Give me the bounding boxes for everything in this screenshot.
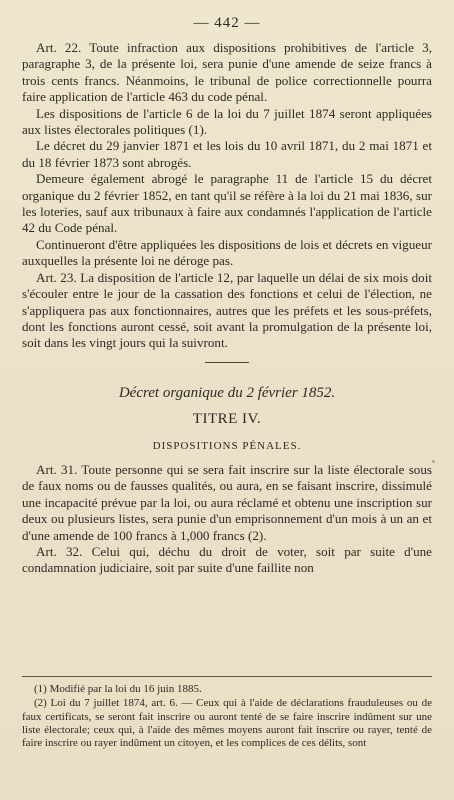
main-text bbox=[22, 40, 432, 577]
decret-heading: Décret organique du 2 février 1852. bbox=[118, 384, 336, 401]
paragraph-continueront: Continueront d'être appliquées les dispositions de lois et décrets en vigueur auxquelles la présente loi ne déroge pas. bbox=[22, 236, 432, 269]
paragraph-art-32: Art. 32. Celui qui, déchu du droit de voter, soit par suite d'une condamnation judiciaire, soit par suite d'une faillite non bbox=[22, 543, 432, 576]
paragraph-art-23: Art. 23. La disposition de l'article 12, par laquelle un délai de six mois doit s'écouler entre le jour de la cassation des fonctions et celui de l'élection, ne s'appliquera pas aux fonctionnaires, autres que les préfets et les sous-préfets, dont les fonctions auront cessé, soit avant la promulgation de la présente loi, soit dans les vingt jours qui la suivront. bbox=[22, 269, 432, 351]
paragraph-art-22: Art. 22. Toute infraction aux dispositions prohibitives de l'article 3, paragraphe 3, de la présente loi, sera punie d'une amende de seize francs à trois cents francs. Néanmoins, le tribunal de police correctionnelle pourra faire application de l'article 463 du code pénal. bbox=[22, 40, 432, 105]
footnotes bbox=[22, 683, 432, 751]
titre-heading: TITRE IV. bbox=[192, 411, 262, 428]
paragraph-loi-1874: Les dispositions de l'article 6 de la loi du 7 juillet 1874 seront appliquées aux listes électorales politiques (1). bbox=[22, 105, 432, 138]
section-heading: DISPOSITIONS PÉNALES. bbox=[152, 439, 302, 452]
paragraph-decret-1871: Le décret du 29 janvier 1871 et les lois du 10 avril 1871, du 2 mai 1871 et du 18 février 1873 sont abrogés. bbox=[22, 138, 432, 170]
footnote-2: (2) Loi du 7 juillet 1874, art. 6. — Ceux qui à l'aide de déclarations frauduleuses ou de faux certificats, se seront fait inscrire ou auront tenté de se faire inscrire indûment sur une liste électorale; ceux qui, à l'aide des mêmes moyens auront fait inscrire ou rayer, tenté de faire inscrire ou rayer indûment un citoyen, et les complices de ces délits, sont bbox=[22, 697, 432, 750]
footnote-rule bbox=[22, 676, 432, 677]
paper-speck bbox=[432, 460, 435, 463]
section-separator bbox=[205, 362, 249, 363]
footnote-1: (1) Modifié par la loi du 16 juin 1885. bbox=[34, 683, 202, 695]
paragraph-art-31: Art. 31. Toute personne qui se sera fait inscrire sur la liste électorale sous de faux noms ou de fausses qualités, ou aura, en se faisant inscrire, dissimulé une incapacité prévue par la loi, ou aura réclamé et obtenu une inscription sur deux ou plusieurs listes, sera punie d'un emprisonnement d'un mois à un an et d'une amende de 100 francs à 1,000 francs (2). bbox=[22, 461, 432, 543]
paragraph-abroge: Demeure également abrogé le paragraphe 11 de l'article 15 du décret organique du 2 février 1852, en tant qu'il se réfère à la loi du 21 mai 1836, sur les loteries, sauf aux tribunaux à faire aux condamnés l'application de l'article 42 du Code pénal. bbox=[22, 171, 432, 236]
page-number: — 442 — bbox=[193, 15, 261, 31]
